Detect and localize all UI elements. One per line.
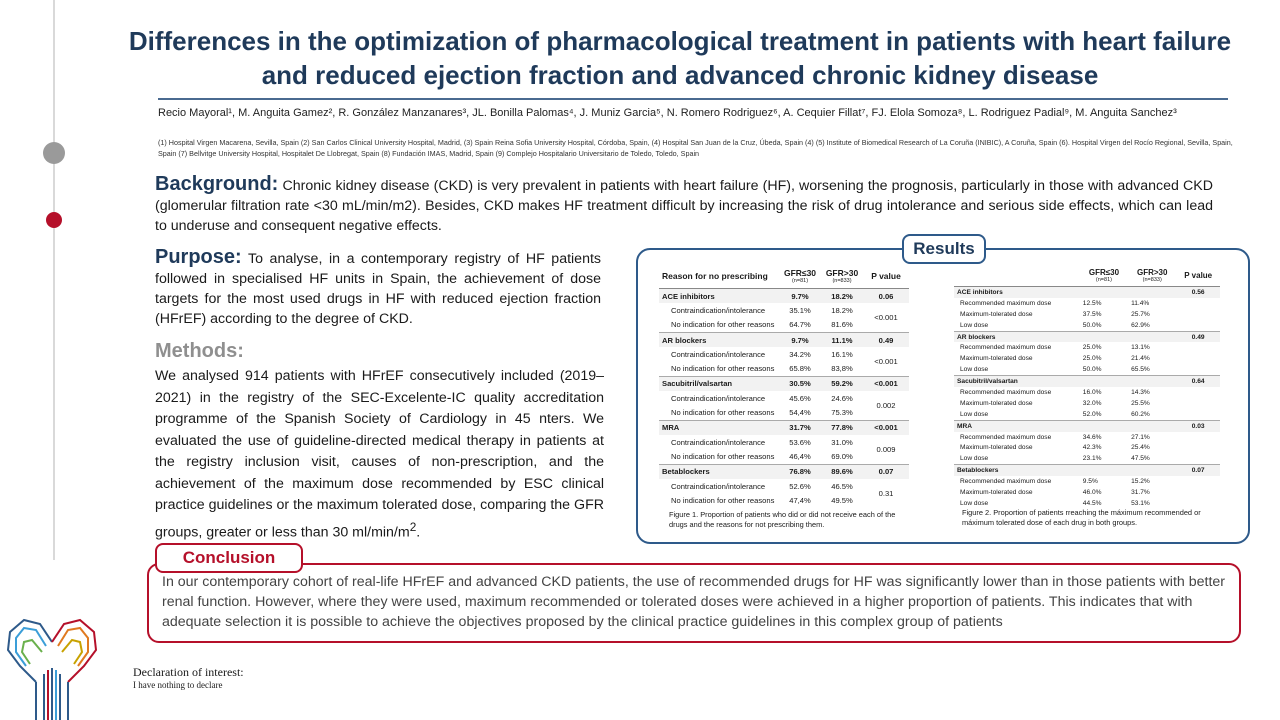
cell-gfr-high: 83,8% <box>831 364 853 374</box>
drug-name: Betablockers <box>954 465 1176 476</box>
dose-label: Maximum-tolerated dose <box>960 355 1033 363</box>
cell-empty <box>1176 398 1220 409</box>
cell-gfr-low: 34.2% <box>789 349 811 359</box>
reason-label: Contraindication/intolerance <box>671 305 766 315</box>
reason-label: No indication for other reasons <box>671 451 775 461</box>
t1-header-reason: Reason for no prescribing <box>659 264 779 289</box>
cell-gfr-low: 16.0% <box>1082 388 1102 396</box>
t2-header-gfr-low: GFR≤30 (n=81) <box>1080 264 1128 287</box>
cell-gfr-high: 11.1% <box>821 332 863 347</box>
table-row <box>954 487 1220 498</box>
dose-label: Low dose <box>960 366 989 374</box>
cell-gfr-low: 25.0% <box>1082 355 1102 363</box>
cell-gfr-high: 62.9% <box>1131 321 1150 329</box>
cell-gfr-high: 14.3% <box>1131 388 1150 396</box>
t2-header-blank <box>954 264 1080 287</box>
t2-header-pvalue: P value <box>1176 264 1220 287</box>
cell-gfr-low: 32.0% <box>1082 399 1102 407</box>
reason-label: Contraindication/intolerance <box>671 349 766 359</box>
cell-gfr-low: 25.0% <box>1082 344 1102 352</box>
cell-empty <box>1176 432 1220 443</box>
heart-circuit-logo <box>2 612 102 720</box>
reason-label: No indication for other reasons <box>671 320 775 330</box>
drug-name: Sacubitril/valsartan <box>659 376 779 391</box>
cell-gfr-high: 46.5% <box>831 481 853 491</box>
table-row <box>954 387 1220 398</box>
table-row-group <box>659 332 909 347</box>
reason-label: No indication for other reasons <box>671 364 775 374</box>
methods-heading: Methods: <box>155 340 244 362</box>
cell-gfr-low: 50.0% <box>1082 366 1102 374</box>
table-row <box>659 479 909 493</box>
t2-body <box>954 287 1220 509</box>
cell-gfr-low: 64.7% <box>789 320 811 330</box>
dose-label: Maximum-tolerated dose <box>960 444 1033 452</box>
dose-table <box>954 264 1220 509</box>
cell-gfr-low: 31.7% <box>779 420 821 435</box>
purpose-text: To analyse, in a contemporary registry of HF patients followed in specialised HF units in Spain, the achievement of dose targets for the most used drugs in HF with reduced ejection fraction (HFrEF) according to the degree of CKD. <box>155 251 601 327</box>
affiliations: (1) Hospital Virgen Macarena, Sevilla, Spain (2) San Carlos Clinical University Hospital, Madrid, (3) Spain Reina Sofia University Hospital, Córdoba, Spain, (4) Hospital San Juan de la Cruz, Úbeda, Spain (4) (5) Institute of Biomedical Research of La Coruña (INIBIC), A Coruña, Spain (6). Hospital Virgen del Rocío Regional, Sevilla, Spain, Spain (7) Bellvitge University Hospital, Hospitalet De Llobregat, Spain (8) Fundación IMAS, Madrid, Spain (9) Complejo Hospitalario Universitario de Toledo, Toledo, Spain <box>158 138 1233 158</box>
cell-gfr-high: 81.6% <box>831 320 853 330</box>
cell-gfr-low: 34.6% <box>1082 433 1102 441</box>
drug-name: AR blockers <box>659 332 779 347</box>
decorative-vertical-line <box>53 0 55 560</box>
cell-empty <box>1176 364 1220 375</box>
cell-pvalue: 0.56 <box>1176 287 1220 298</box>
purpose-heading: Purpose: <box>155 246 242 268</box>
cell-gfr-low: 42.3% <box>1082 444 1102 452</box>
methods-tail: . <box>416 524 421 541</box>
cell-empty <box>1176 387 1220 398</box>
cell-gfr-low: 9.7% <box>779 289 821 304</box>
table-row <box>954 309 1220 320</box>
cell-gfr-high: 21.4% <box>1131 355 1150 363</box>
table-row <box>954 442 1220 453</box>
cell-gfr-high: 60.2% <box>1131 410 1150 418</box>
cell-gfr-high: 15.2% <box>1131 478 1150 486</box>
purpose-section <box>155 247 601 329</box>
drug-name: ACE inhibitors <box>954 287 1176 298</box>
author-list: Recio Mayoral¹, M. Anguita Gamez², R. González Manzanares³, JL. Bonilla Palomas⁴, J. Muniz Garcia⁵, N. Romero Rodriguez⁶, A. Cequier Fillat⁷, FJ. Elola Somoza⁸, L. Rodriguez Padial⁹, M. Anguita Sanchez³ <box>158 107 1177 119</box>
poster-title: Differences in the optimization of pharmacological treatment in patients with heart failure and reduced ejection fraction and advanced chronic kidney disease <box>128 26 1232 90</box>
table-row <box>954 364 1220 375</box>
cell-pvalue: 0.49 <box>1176 331 1220 342</box>
cell-gfr-low: 30.5% <box>779 376 821 391</box>
cell-pvalue: <0.001 <box>863 420 909 435</box>
results-label: Results <box>902 234 986 264</box>
cell-gfr-high: 18.2% <box>831 305 853 315</box>
table-row <box>954 320 1220 331</box>
table-row <box>954 409 1220 420</box>
reason-label: No indication for other reasons <box>671 408 775 418</box>
table-row <box>659 347 909 361</box>
dose-label: Recommended maximum dose <box>960 478 1052 486</box>
table-row-group <box>659 464 909 479</box>
cell-gfr-low: 46.0% <box>1082 488 1102 496</box>
cell-gfr-high: 18.2% <box>821 289 863 304</box>
cell-gfr-low: 45.6% <box>789 393 811 403</box>
table-row <box>954 353 1220 364</box>
cell-pvalue: 0.009 <box>876 444 896 454</box>
cell-pvalue: 0.31 <box>878 488 894 498</box>
cell-pvalue: 0.002 <box>876 400 896 410</box>
reasons-table <box>659 264 909 507</box>
cell-gfr-low: 9.7% <box>779 332 821 347</box>
table-row-group <box>954 376 1220 387</box>
cell-gfr-high: 31.0% <box>831 437 853 447</box>
cell-empty <box>1176 353 1220 364</box>
declaration-heading: Declaration of interest: <box>133 665 244 679</box>
t2-subheader-high: (n=833) <box>1142 276 1162 283</box>
table-row <box>954 432 1220 443</box>
t2-subheader-low: (n=81) <box>1095 276 1112 283</box>
table-row <box>954 398 1220 409</box>
dose-label: Low dose <box>960 321 989 329</box>
cell-gfr-low: 47,4% <box>789 495 811 505</box>
cell-gfr-high: 31.7% <box>1131 488 1150 496</box>
declaration-text: I have nothing to declare <box>133 680 223 690</box>
dose-label: Low dose <box>960 455 989 463</box>
cell-gfr-high: 24.6% <box>831 393 853 403</box>
cell-gfr-high: 75.3% <box>831 408 853 418</box>
cell-pvalue: <0.001 <box>863 376 909 391</box>
t1-body <box>659 289 909 508</box>
table-row <box>954 453 1220 464</box>
cell-gfr-high: 77.8% <box>821 420 863 435</box>
cell-gfr-high: 89.6% <box>821 464 863 479</box>
cell-gfr-high: 27.1% <box>1131 433 1150 441</box>
background-section <box>155 174 1213 236</box>
cell-gfr-low: 23.1% <box>1082 455 1102 463</box>
cell-gfr-high: 16.1% <box>831 349 853 359</box>
reason-label: No indication for other reasons <box>671 495 775 505</box>
cell-pvalue: 0.07 <box>1176 465 1220 476</box>
cell-pvalue: <0.001 <box>874 313 898 323</box>
cell-gfr-low: 37.5% <box>1082 310 1102 318</box>
table-row-group <box>954 465 1220 476</box>
cell-empty <box>1176 453 1220 464</box>
cell-gfr-low: 50.0% <box>1082 321 1102 329</box>
title-divider <box>158 98 1228 100</box>
reason-label: Contraindication/intolerance <box>671 393 766 403</box>
cell-empty <box>1176 342 1220 353</box>
dose-label: Maximum-tolerated dose <box>960 310 1033 318</box>
table-row-group <box>954 331 1220 342</box>
dose-label: Recommended maximum dose <box>960 344 1052 352</box>
cell-gfr-high: 69.0% <box>831 451 853 461</box>
t1-header-pvalue: P value <box>863 264 909 289</box>
cell-pvalue: <0.001 <box>874 356 898 366</box>
background-heading: Background: <box>155 173 279 195</box>
cell-gfr-high: 13.1% <box>1131 344 1150 352</box>
dose-label: Recommended maximum dose <box>960 433 1052 441</box>
table-row <box>659 391 909 405</box>
table-row <box>954 298 1220 309</box>
cell-pvalue: 0.49 <box>863 332 909 347</box>
cell-empty <box>1176 409 1220 420</box>
cell-empty <box>1176 320 1220 331</box>
dose-label: Maximum-tolerated dose <box>960 399 1033 407</box>
cell-gfr-high: 47.5% <box>1131 455 1150 463</box>
cell-gfr-high: 11.4% <box>1131 299 1150 307</box>
cell-gfr-low: 76.8% <box>779 464 821 479</box>
table-row <box>659 303 909 317</box>
methods-body: We analysed 914 patients with HFrEF consecutively included (2019–2021) in the registry of the SEC-Excelente-IC quality accreditation programme of the Spanish Society of Cardiology in 45 nters. We evaluated the use of guideline-directed medical therapy in patients at the registry inclusion visit, causes of non-prescription, and the achievement of the maximum dose recommended by ESC clinical practice guidelines or the maximum tolerated dose, comparing the GFR groups, greater or less than 30 ml/min/m <box>155 368 604 541</box>
table-row-group <box>659 420 909 435</box>
t2-header-gfr-high: GFR>30 (n=833) <box>1128 264 1176 287</box>
dose-label: Recommended maximum dose <box>960 388 1052 396</box>
reason-label: Contraindication/intolerance <box>671 481 766 491</box>
cell-gfr-high: 25.7% <box>1131 310 1150 318</box>
cell-pvalue: 0.07 <box>863 464 909 479</box>
cell-pvalue: 0.06 <box>863 289 909 304</box>
drug-name: ACE inhibitors <box>659 289 779 304</box>
cell-gfr-low: 52.0% <box>1082 410 1102 418</box>
table-row <box>954 476 1220 487</box>
cell-gfr-high: 53.1% <box>1131 499 1150 507</box>
conclusion-label: Conclusion <box>155 543 303 573</box>
drug-name: AR blockers <box>954 331 1176 342</box>
table-row-group <box>954 287 1220 298</box>
background-text: Chronic kidney disease (CKD) is very prevalent in patients with heart failure (HF), worsening the prognosis, particularly in those with advanced CKD (glomerular filtration rate <30 mL/min/m2). Besides, CKD makes HF treatment difficult by increasing the risk of drug intolerance and serious side effects, which can lead to underuse and consequent negative effects. <box>155 178 1213 234</box>
methods-text <box>155 366 604 544</box>
t1-subheader-high: (n=833) <box>832 278 852 284</box>
cell-gfr-low: 52.6% <box>789 481 811 491</box>
cell-gfr-low: 44.5% <box>1082 499 1102 507</box>
dose-label: Low dose <box>960 410 989 418</box>
cell-gfr-high: 59.2% <box>821 376 863 391</box>
table-row-group <box>659 289 909 304</box>
drug-name: MRA <box>659 420 779 435</box>
dose-label: Recommended maximum dose <box>960 299 1052 307</box>
cell-pvalue: 0.03 <box>1176 420 1220 431</box>
drug-name: Sacubitril/valsartan <box>954 376 1176 387</box>
cell-gfr-low: 53.6% <box>789 437 811 447</box>
methods-superscript: 2 <box>409 519 417 534</box>
table-row <box>954 342 1220 353</box>
cell-empty <box>1176 476 1220 487</box>
cell-gfr-high: 25.4% <box>1131 444 1150 452</box>
conclusion-text: In our contemporary cohort of real-life HFrEF and advanced CKD patients, the use of recommended drugs for HF was significantly lower than in those patients with better renal function. However, where they were used, maximum recommended or tolerated doses were achieved in a higher proportion of patients. This indicates that with adequate selection it is possible to achieve the objectives proposed by the clinical practice guidelines in this complex group of patients <box>162 574 1226 630</box>
cell-gfr-low: 46,4% <box>789 451 811 461</box>
table-row <box>659 435 909 449</box>
cell-pvalue: 0.64 <box>1176 376 1220 387</box>
cell-empty <box>1176 487 1220 498</box>
figure1-caption: Figure 1. Proportion of patients who did or did not receive each of the drugs and the reasons for not prescribing them. <box>669 510 896 529</box>
timeline-dot-red <box>46 212 62 228</box>
dose-label: Low dose <box>960 499 989 507</box>
reason-label: Contraindication/intolerance <box>671 437 766 447</box>
table-row-group <box>954 420 1220 431</box>
table-row-group <box>659 376 909 391</box>
cell-empty <box>1176 298 1220 309</box>
dose-label: Maximum-tolerated dose <box>960 488 1033 496</box>
cell-empty <box>1176 442 1220 453</box>
drug-name: Betablockers <box>659 464 779 479</box>
t1-header-gfr-high: GFR>30 (n=833) <box>821 264 863 289</box>
cell-gfr-low: 65.8% <box>789 364 811 374</box>
t1-subheader-low: (n=81) <box>791 278 809 284</box>
cell-gfr-low: 54,4% <box>789 408 811 418</box>
cell-gfr-high: 25.5% <box>1131 399 1150 407</box>
drug-name: MRA <box>954 420 1176 431</box>
figure2-caption: Figure 2. Proportion of patients rreaching the máximum recommended or máximum tolerated dose of each drug in both groups. <box>962 508 1201 527</box>
cell-gfr-low: 9.5% <box>1082 478 1098 486</box>
t1-header-gfr-low: GFR≤30 (n=81) <box>779 264 821 289</box>
cell-gfr-high: 65.5% <box>1131 366 1150 374</box>
timeline-dot-grey <box>43 142 65 164</box>
cell-gfr-low: 12.5% <box>1082 299 1102 307</box>
cell-gfr-high: 49.5% <box>831 495 853 505</box>
cell-empty <box>1176 309 1220 320</box>
cell-gfr-low: 35.1% <box>789 305 811 315</box>
